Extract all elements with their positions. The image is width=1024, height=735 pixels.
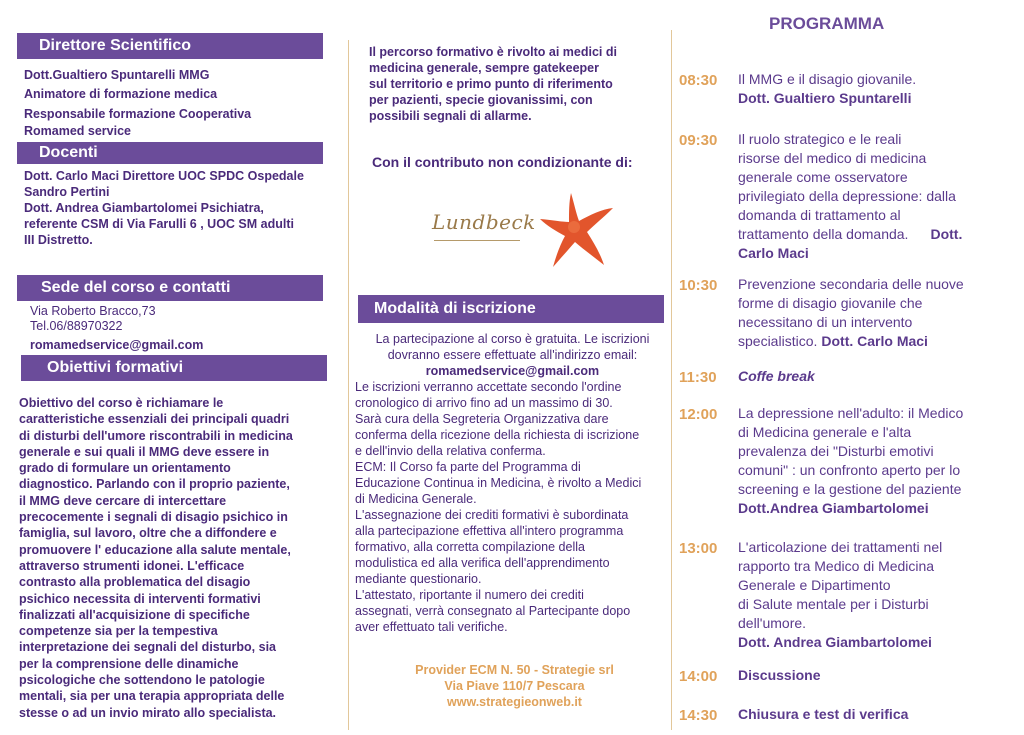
program-line	[738, 332, 998, 351]
program-title-bold: Chiusura e test di verifica	[738, 706, 909, 722]
program-line-text: prevalenza dei "Disturbi emotivi	[738, 443, 934, 459]
program-line	[738, 149, 998, 168]
program-line	[738, 538, 998, 557]
program-line-text: rapporto tra Medico di Medicina	[738, 558, 935, 574]
program-time: 11:30	[679, 369, 717, 386]
program-line	[738, 275, 998, 294]
program-entry	[738, 130, 998, 263]
program-time: 13:00	[679, 540, 718, 557]
director-title: Direttore Scientifico	[39, 37, 192, 54]
provider-website: www.strategieonweb.it	[447, 695, 582, 709]
docenti-line: Dott. Andrea Giambartolomei Psichiatra,	[24, 201, 264, 215]
contributo-label: Con il contributo non condizionante di:	[372, 154, 633, 170]
program-line	[738, 423, 998, 442]
program-line-text: Il MMG e il disagio giovanile.	[738, 71, 917, 87]
program-line	[738, 595, 998, 614]
program-line	[738, 313, 998, 332]
program-time: 09:30	[679, 132, 718, 149]
program-line-text: generale come osservatore	[738, 169, 908, 185]
program-line	[738, 225, 998, 244]
program-line-text: L'articolazione dei trattamenti nel	[738, 539, 943, 555]
program-line-text: Il ruolo strategico e le reali	[738, 131, 902, 147]
program-line-text: domanda di trattamento al	[738, 207, 901, 223]
program-entry	[738, 70, 998, 108]
program-speaker: Dott. Gualtiero Spuntarelli	[738, 90, 912, 106]
sponsor-logo-underline	[434, 240, 520, 241]
program-speaker: Dott.Andrea Giambartolomei	[738, 500, 929, 516]
modalita-title: Modalità di iscrizione	[374, 300, 536, 317]
director-line: Responsabile formazione Cooperativa	[24, 107, 252, 121]
sponsor-logo-text: Lundbeck	[432, 210, 536, 234]
program-time: 14:30	[679, 707, 718, 724]
program-line	[738, 480, 998, 499]
modalita-intro	[355, 331, 670, 379]
obiettivi-line: Obiettivo del corso è richiamare le	[19, 396, 224, 410]
obiettivi-line: per la comprensione delle dinamiche	[19, 656, 239, 671]
intro-line: medicina generale, sempre gatekeeper	[369, 61, 599, 75]
program-time: 10:30	[679, 277, 718, 294]
modalita-line: ECM: Il Corso fa parte del Programma di	[355, 460, 581, 474]
director-line: Dott.Gualtiero Spuntarelli MMG	[24, 68, 210, 82]
docenti-line: Sandro Pertini	[24, 185, 110, 199]
program-speaker-inline: Dott. Carlo Maci	[821, 333, 928, 349]
program-time: 08:30	[679, 72, 718, 89]
program-line-text: dell'umore.	[738, 615, 807, 631]
program-line	[738, 404, 998, 423]
provider-address: Via Piave 110/7 Pescara	[444, 679, 585, 693]
modalita-line: di Medicina Generale.	[355, 492, 477, 506]
program-line	[738, 557, 998, 576]
sede-header	[17, 275, 323, 301]
docenti-line: referente CSM di Via Farulli 6 , UOC SM adulti	[24, 217, 294, 231]
program-time: 12:00	[679, 406, 718, 423]
program-line-text: La depressione nell'adulto: il Medico	[738, 405, 964, 421]
intro-line: sul territorio e primo punto di riferimento	[369, 77, 613, 91]
program-line	[738, 206, 998, 225]
modalita-header	[358, 295, 664, 323]
program-line-text: specialistico.	[738, 333, 818, 349]
director-header	[17, 33, 323, 59]
sede-info	[30, 304, 203, 353]
program-line	[738, 461, 998, 480]
sede-email: romamedservice@gmail.com	[30, 338, 204, 352]
program-entry	[738, 666, 998, 685]
obiettivi-line: finalizzati all'acquisizione di specifiche	[19, 607, 250, 622]
program-line	[738, 442, 998, 461]
provider-info	[372, 662, 657, 710]
docenti-header	[17, 142, 323, 164]
obiettivi-line: interpretazione dei segnali del disturbo, sia	[19, 640, 277, 655]
program-line	[738, 130, 998, 149]
program-speaker: Dott. Andrea Giambartolomei	[738, 634, 932, 650]
modalita-line: aver effettuato tali verifiche.	[355, 620, 508, 634]
intro-text	[369, 44, 617, 124]
program-line-text: necessitano di un intervento	[738, 314, 913, 330]
program-line-text: trattamento della domanda.	[738, 226, 909, 242]
program-line	[738, 294, 998, 313]
modalita-line: modulistica ed alla verifica dell'apprendimento	[355, 556, 610, 570]
sede-title: Sede del corso e contatti	[41, 279, 231, 296]
program-entry	[738, 705, 998, 724]
column-divider	[671, 30, 672, 730]
starfish-icon	[538, 189, 616, 269]
obiettivi-line: precocemente i segnali di disagio psichico in	[19, 510, 288, 525]
obiettivi-title: Obiettivi formativi	[47, 359, 184, 376]
docenti-info	[24, 168, 304, 248]
program-line-text: forme di disagio giovanile che	[738, 295, 923, 311]
intro-line: per pazienti, specie giovanissimi, con	[369, 93, 593, 107]
modalita-line: Sarà cura della Segreteria Organizzativa dare	[355, 412, 609, 426]
obiettivi-line: competenze sia per la tempestiva	[19, 624, 218, 639]
obiettivi-header	[21, 355, 327, 381]
docenti-line: Dott. Carlo Maci Direttore UOC SPDC Ospedale	[24, 169, 304, 183]
director-info	[24, 67, 251, 138]
modalita-line: L'assegnazione dei crediti formativi è subordinata	[355, 508, 629, 522]
program-line-text: comuni" : un confronto aperto per lo	[738, 462, 961, 478]
sede-phone: Tel.06/88970322	[30, 319, 123, 333]
modalita-text	[355, 331, 670, 635]
modalita-line: conferma della ricezione della richiesta di iscrizione	[355, 428, 640, 442]
program-line-text: screening e la gestione del paziente	[738, 481, 962, 497]
director-line: Romamed service	[24, 124, 132, 138]
obiettivi-line: diagnostico. Parlando con il proprio paziente,	[19, 477, 290, 492]
column-divider	[348, 40, 349, 730]
obiettivi-line: psicologiche che sottendono le patologie	[19, 673, 265, 688]
program-entry	[738, 275, 998, 351]
obiettivi-line: grado di formulare un orientamento	[19, 461, 231, 476]
modalita-intro-line: dovranno essere effettuate all'indirizzo email:	[387, 348, 638, 362]
sede-address: Via Roberto Bracco,73	[30, 304, 156, 318]
modalita-intro-line: La partecipazione al corso è gratuita. Le iscrizioni	[375, 332, 650, 346]
program-speaker: Carlo Maci	[738, 245, 809, 261]
obiettivi-line: stesse o ad un invio mirato allo specialista.	[19, 705, 277, 720]
program-speaker-inline: Dott.	[930, 226, 963, 242]
director-line: Animatore di formazione medica	[24, 87, 218, 101]
modalita-line: e dell'invio della relativa conferma.	[355, 444, 546, 458]
obiettivi-line: famiglia, sul lavoro, oltre che a diffondere e	[19, 526, 277, 541]
obiettivi-line: caratteristiche essenziali dei principali quadri	[19, 412, 290, 427]
obiettivi-line: mentali, sia per una terapia appropriata delle	[19, 689, 285, 704]
obiettivi-line: contrasto alla problematica del disagio	[19, 575, 251, 590]
obiettivi-line: attraverso strumenti idonei. L'efficace	[19, 558, 245, 573]
program-line-text: Generale e Dipartimento	[738, 577, 891, 593]
modalita-line: L'attestato, riportante il numero dei crediti	[355, 588, 584, 602]
program-title-bold: Discussione	[738, 667, 821, 683]
program-line-text: privilegiato della depressione: dalla	[738, 188, 956, 204]
intro-line: Il percorso formativo è rivolto ai medici di	[369, 45, 617, 59]
obiettivi-text	[19, 395, 325, 721]
intro-line: possibili segnali di allarme.	[369, 109, 532, 123]
obiettivi-line: di disturbi dell'umore riscontrabili in medicina	[19, 428, 293, 443]
modalita-email: romamedservice@gmail.com	[425, 364, 600, 378]
sponsor-logo	[432, 210, 536, 250]
program-line	[738, 614, 998, 633]
program-entry	[738, 367, 998, 386]
provider-line: Provider ECM N. 50 - Strategie srl	[415, 663, 614, 677]
program-entry	[738, 538, 998, 652]
program-time: 14:00	[679, 668, 718, 685]
docenti-title: Docenti	[39, 144, 98, 161]
program-line-text: risorse del medico di medicina	[738, 150, 927, 166]
program-line-text: Prevenzione secondaria delle nuove	[738, 276, 964, 292]
obiettivi-line: psichico necessita di interventi formativi	[19, 591, 261, 606]
modalita-line: assegnati, verrà consegnato al Partecipante dopo	[355, 604, 631, 618]
modalita-line: Educazione Continua in Medicina, è rivolto a Medici	[355, 476, 642, 490]
program-break: Coffe break	[738, 368, 815, 384]
program-line	[738, 187, 998, 206]
docenti-line: III Distretto.	[24, 233, 93, 247]
program-line-text: di Medicina generale e l'alta	[738, 424, 912, 440]
obiettivi-line: generale e sui quali il MMG deve essere in	[19, 444, 270, 459]
program-line	[738, 576, 998, 595]
modalita-line: alla partecipazione effettiva all'intero programma	[355, 524, 624, 538]
modalita-line: Le iscrizioni verranno accettate secondo l'ordine	[355, 380, 622, 394]
obiettivi-line: il MMG deve cercare di intercettare	[19, 493, 227, 508]
obiettivi-line: promuovere l' educazione alla salute mentale,	[19, 542, 291, 557]
program-line-text: di Salute mentale per i Disturbi	[738, 596, 929, 612]
program-line	[738, 168, 998, 187]
program-entry	[738, 404, 998, 518]
modalita-line: formativo, alla corretta compilazione della	[355, 540, 585, 554]
modalita-line: cronologico di arrivo fino ad un massimo di 30.	[355, 396, 613, 410]
modalita-line: mediante questionario.	[355, 572, 482, 586]
programma-title: PROGRAMMA	[769, 14, 885, 33]
program-line	[738, 70, 998, 89]
